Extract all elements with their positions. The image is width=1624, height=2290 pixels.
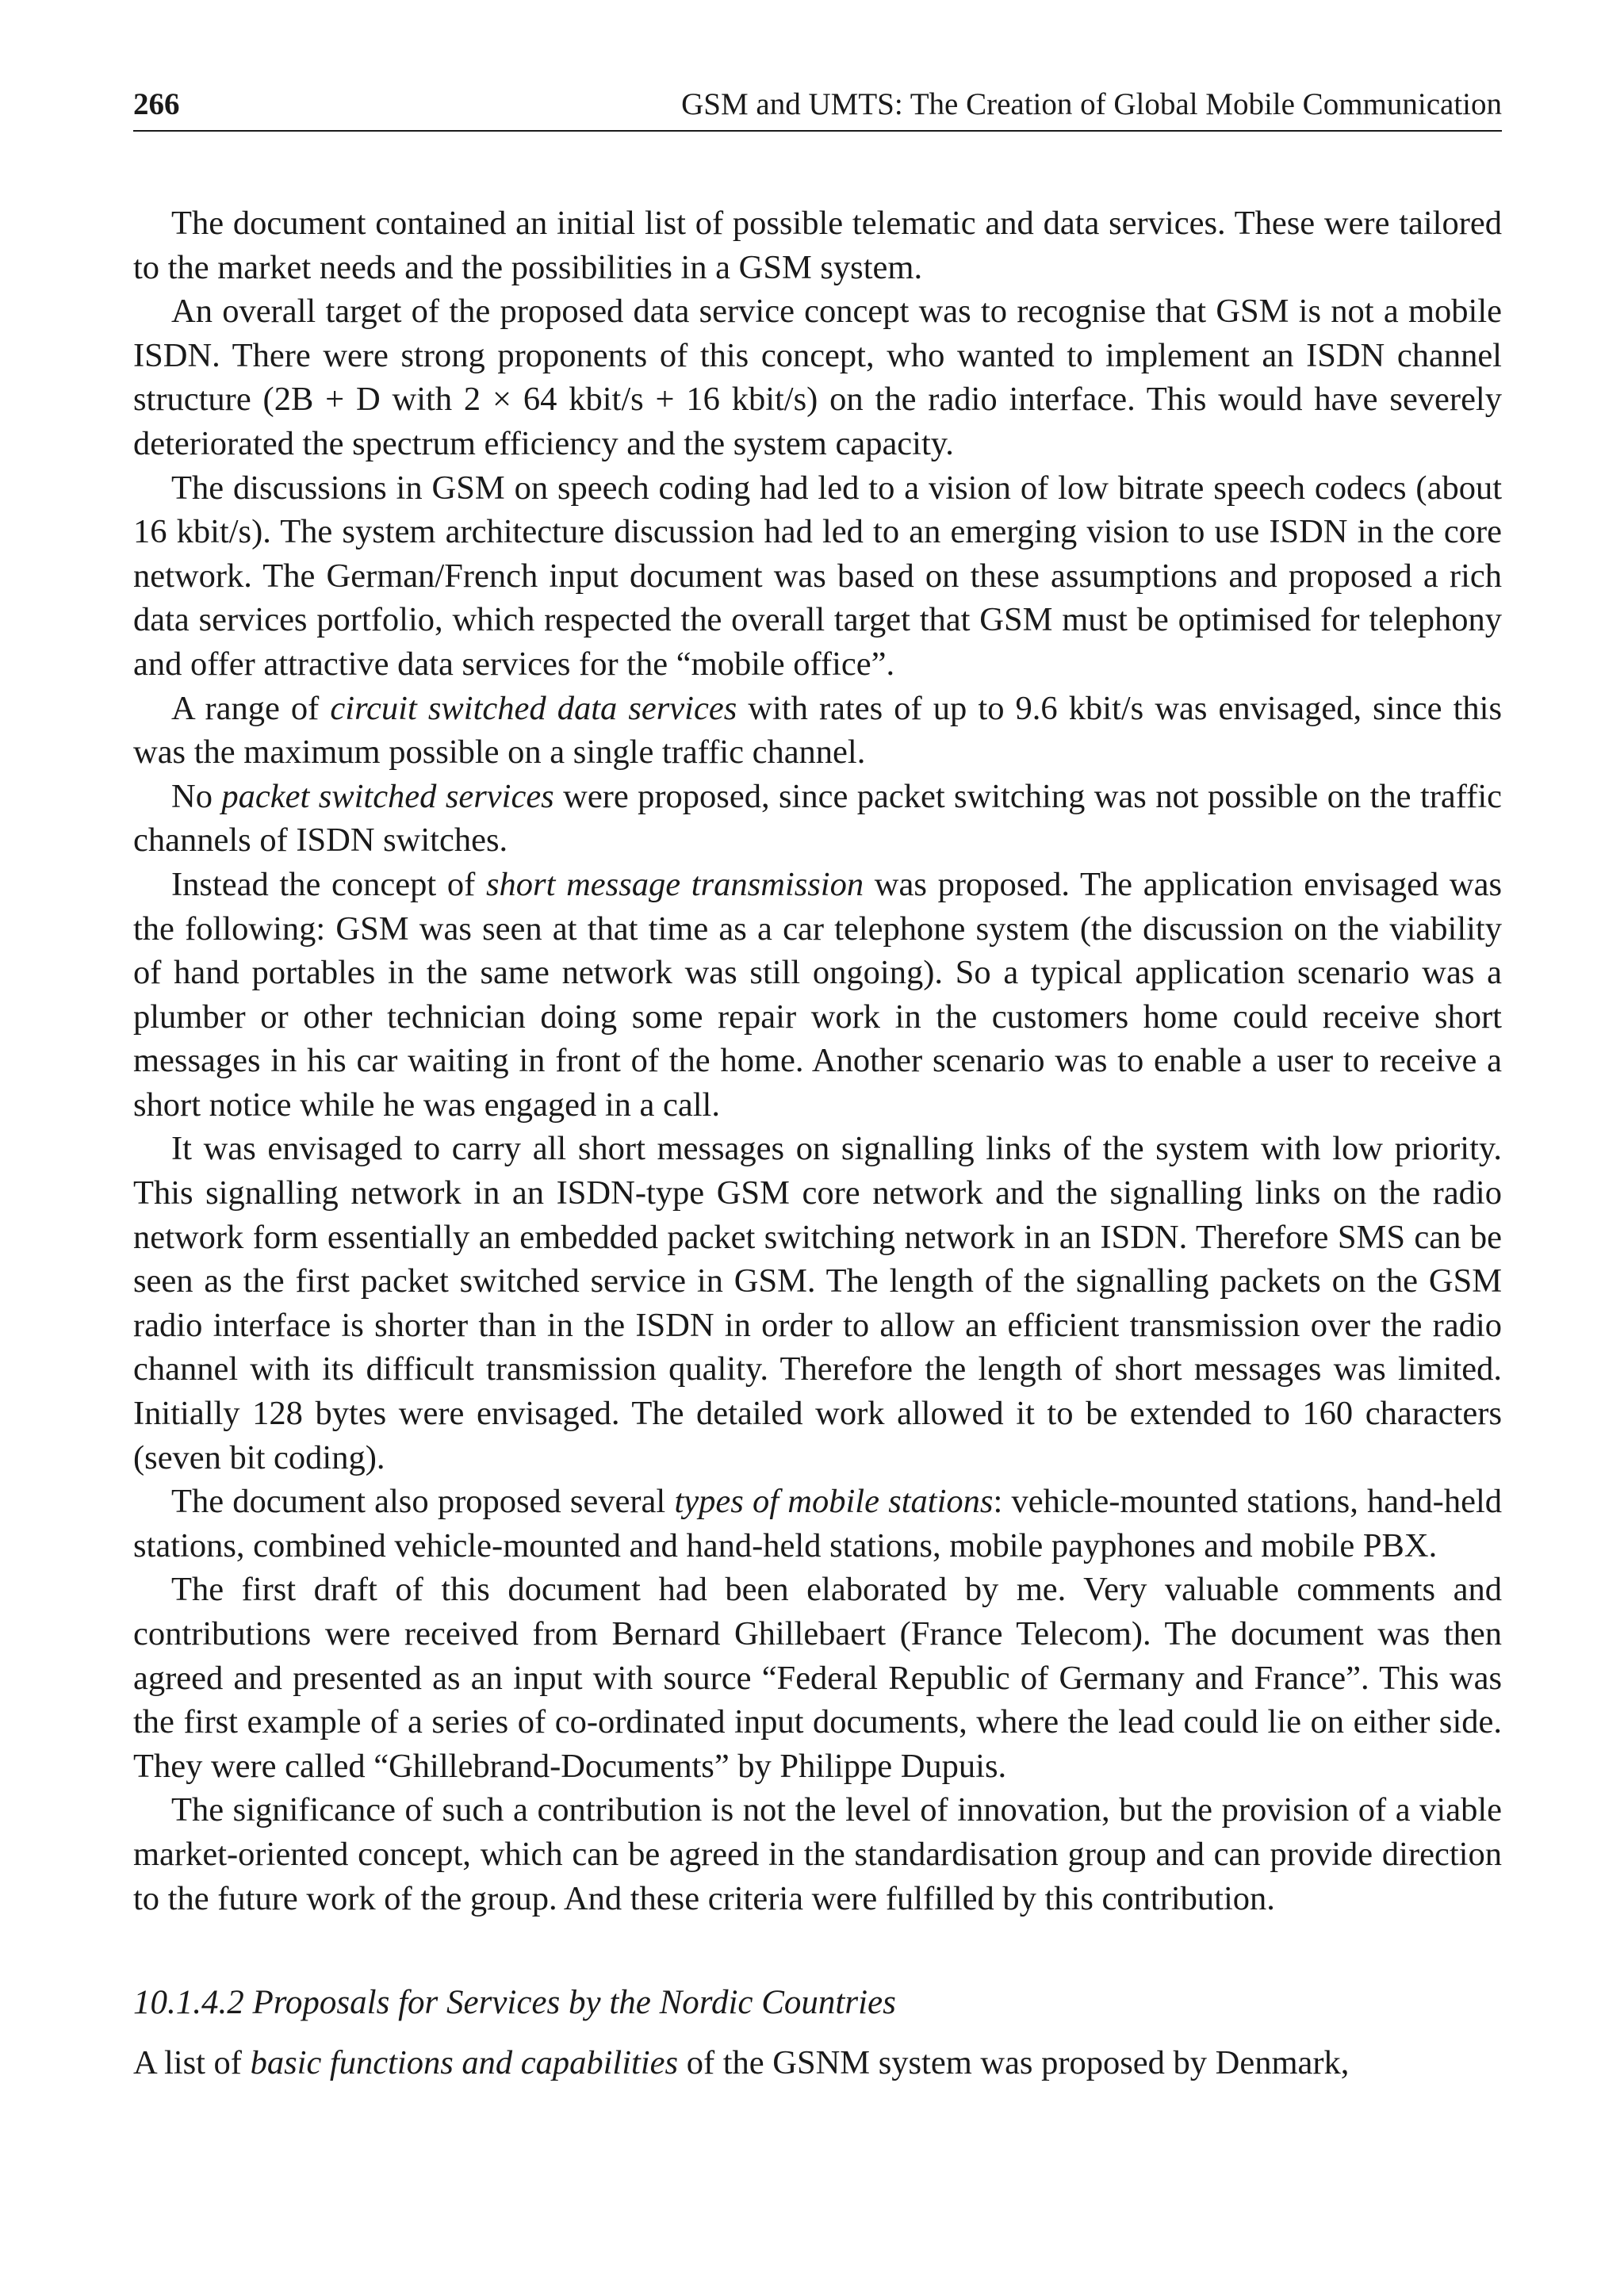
paragraph-circuit-switched — [133, 687, 1502, 775]
paragraph-text: The document contained an initial list of possible telematic and data services. These were tailored to the market needs and the possibilities in a GSM system. — [133, 205, 1502, 286]
paragraph-text-after: of the GSNM system was proposed by Denmark, — [678, 2044, 1350, 2082]
paragraph-text-before: A range of — [171, 689, 331, 727]
paragraph-mobile-station-types — [133, 1480, 1502, 1568]
paragraph-text-after: was proposed. The application envisaged was the following: GSM was seen at that time as a car telephone system (the discussion on the viability of hand portables in the same network was still ongoing). So a typical application scenario was a plumber or other technician doing some repair work in the customers home could receive short messages in his car waiting in front of the home. Another scenario was to enable a user to receive a short notice while he was engaged in a call. — [133, 865, 1502, 1124]
paragraph-text-after: : vehicle-mounted stations, hand-held stations, combined vehicle-mounted and hand-held stations, mobile payphones and mobile PBX. — [133, 1483, 1502, 1564]
paragraph-nordic-proposal — [133, 2041, 1502, 2085]
paragraph-text: The discussions in GSM on speech coding had led to a vision of low bitrate speech codecs (about 16 kbit/s). The system architecture discussion had led to an emerging vision to use ISDN in the core network. The German/French input document was based on these assumptions and proposed a rich data services portfolio, which respected the overall target that GSM must be optimised for telephony and offer attractive data services for the “mobile office”. — [133, 469, 1502, 683]
paragraph-text-after: with rates of up to 9.6 kbit/s was envisaged, since this was the maximum possible on a single traffic channel. — [133, 689, 1502, 772]
paragraph-text: The significance of such a contribution is not the level of innovation, but the provision of a viable market-oriented concept, which can be agreed in the standardisation group and can provide direction to the future work of the group. And these criteria were fulfilled by this contribution. — [133, 1791, 1502, 1917]
paragraph-signalling-links — [133, 1127, 1502, 1480]
paragraph-text-before: A list of — [133, 2044, 251, 2082]
paragraph-text: An overall target of the proposed data service concept was to recognise that GSM is not a mobile ISDN. There were strong proponents of this concept, who wanted to implement an ISDN channel structure (2B + D with 2 × 64 kbit/s + 16 kbit/s) on the radio interface. This would have severely deteriorated the spectrum efficiency and the system capacity. — [133, 293, 1502, 462]
paragraph-text-before: The document also proposed several — [171, 1483, 675, 1521]
book-title: GSM and UMTS: The Creation of Global Mobile Communication — [681, 87, 1502, 121]
section-heading: 10.1.4.2 Proposals for Services by the Nordic Countries — [133, 1984, 896, 2022]
emphasis-short-message-transmission: short message transmission — [486, 865, 864, 903]
emphasis-circuit-switched-data-services: circuit switched data services — [330, 689, 737, 727]
paragraph-text-after: were proposed, since packet switching was not possible on the traffic channels of ISDN switches. — [133, 777, 1502, 860]
page-number: 266 — [133, 87, 180, 121]
paragraph-data-services-list — [133, 201, 1502, 289]
body-text — [133, 201, 1502, 2085]
paragraph-first-draft — [133, 1568, 1502, 1788]
emphasis-types-of-mobile-stations: types of mobile stations — [674, 1483, 994, 1521]
paragraph-not-mobile-isdn — [133, 289, 1502, 465]
emphasis-basic-functions: basic functions and capabilities — [250, 2044, 679, 2082]
paragraph-text: It was envisaged to carry all short messages on signalling links of the system with low priority. This signalling network in an ISDN-type GSM core network and the signalling links on the radio network form essentially an embedded packet switching network in an ISDN. Therefore SMS can be seen as the first packet switched service in GSM. The length of the signalling packets on the GSM radio interface is shorter than in the ISDN in order to allow an efficient transmission over the radio channel with its difficult transmission quality. Therefore the length of short messages was limited. Initially 128 bytes were envisaged. The detailed work allowed it to be extended to 160 characters (seven bit coding). — [133, 1130, 1502, 1476]
paragraph-significance — [133, 1788, 1502, 1920]
paragraph-text: The first draft of this document had been elaborated by me. Very valuable comments and contributions were received from Bernard Ghillebaert (France Telecom). The document was then agreed and presented as an input with source “Federal Republic of Germany and France”. This was the first example of a series of co-ordinated input documents, where the lead could lie on either side. They were called “Ghillebrand-Documents” by Philippe Dupuis. — [133, 1571, 1502, 1785]
emphasis-packet-switched-services: packet switched services — [221, 777, 554, 815]
paragraph-packet-switched — [133, 775, 1502, 863]
paragraph-text-before: No — [171, 777, 222, 815]
paragraph-short-message — [133, 863, 1502, 1128]
running-head — [133, 82, 1502, 132]
paragraph-speech-coding — [133, 466, 1502, 687]
paragraph-text-before: Instead the concept of — [171, 865, 487, 903]
